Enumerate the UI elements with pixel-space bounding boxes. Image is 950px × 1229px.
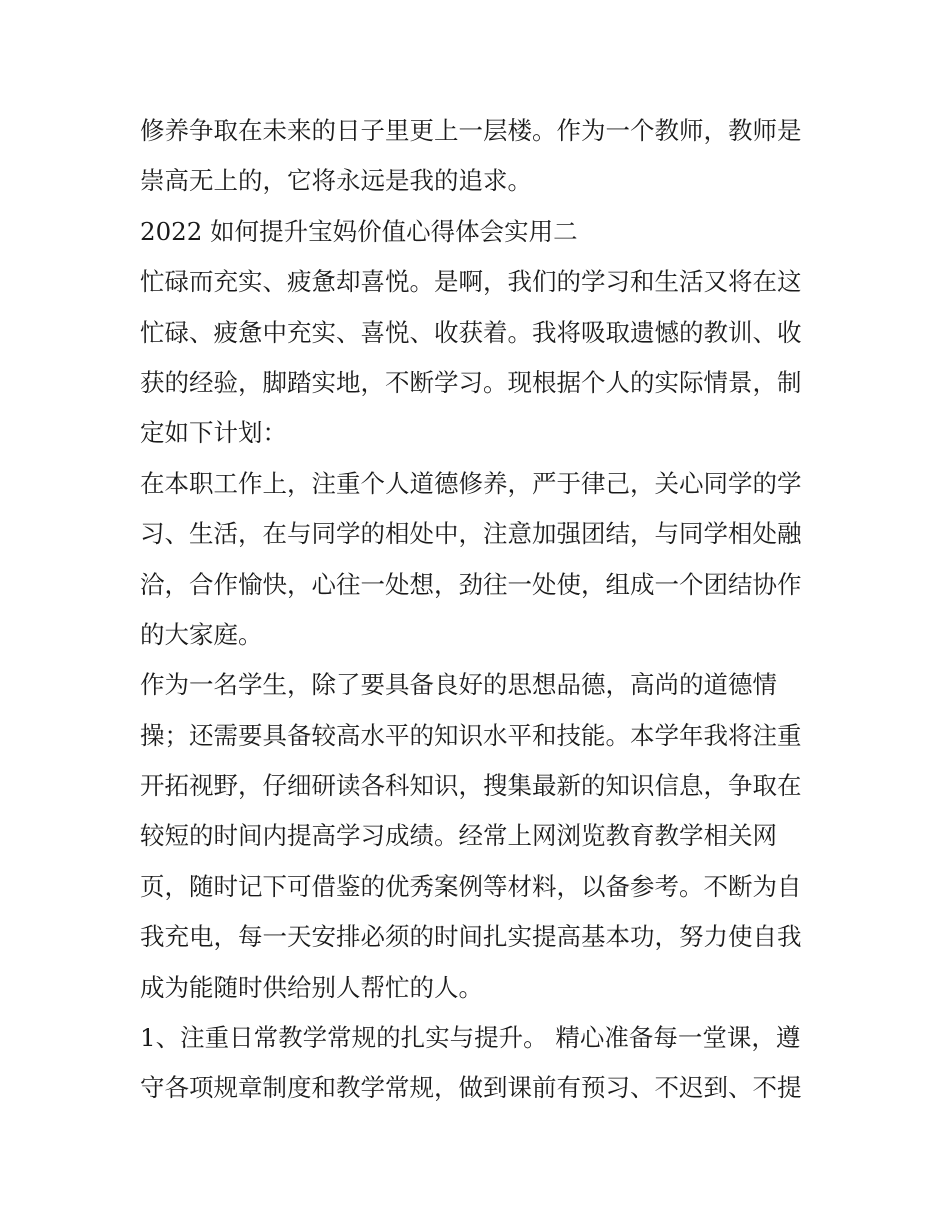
document-body: [140, 106, 812, 1114]
text-line: 较短的时间内提高学习成绩。经常上网浏览教育教学相关网: [140, 821, 777, 851]
text-line: 崇高无上的，它将永远是我的追求。: [140, 166, 532, 196]
text-line: 习、生活，在与同学的相处中，注意加强团结，与同学相处融: [140, 519, 802, 549]
text-line: 成为能随时供给别人帮忙的人。: [140, 972, 483, 1002]
text-line: 获的经验，脚踏实地，不断学习。现根据个人的实际情景，制: [140, 367, 802, 397]
text-line: 的大家庭。: [140, 619, 263, 649]
text-line: 我充电，每一天安排必须的时间扎实提高基本功，努力使自我: [140, 922, 802, 952]
text-line: 1、注重日常教学常规的扎实与提升。 精心准备每一堂课，遵: [140, 1023, 801, 1053]
text-line: 开拓视野，仔细研读各科知识，搜集最新的知识信息，争取在: [140, 771, 802, 801]
text-line: 定如下计划：: [140, 418, 287, 448]
text-line: 修养争取在未来的日子里更上一层楼。作为一个教师，教师是: [140, 116, 802, 145]
text-line: 在本职工作上，注重个人道德修养，严于律己，关心同学的学: [140, 468, 802, 498]
text-line: 页，随时记下可借鉴的优秀案例等材料，以备参考。不断为自: [140, 871, 802, 901]
text-line: 操；还需要具备较高水平的知识水平和技能。本学年我将注重: [140, 720, 802, 750]
text-line: 忙碌、疲惫中充实、喜悦、收获着。我将吸取遗憾的教训、收: [140, 317, 802, 347]
text-line: 守各项规章制度和教学常规，做到课前有预习、不迟到、不提: [140, 1073, 802, 1103]
text-line: 洽，合作愉快，心往一处想，劲往一处使，组成一个团结协作: [140, 569, 802, 599]
section-heading: 2022 如何提升宝妈价值心得体会实用二: [140, 216, 578, 246]
text-line: 忙碌而充实、疲惫却喜悦。是啊，我们的学习和生活又将在这: [140, 267, 802, 297]
text-line: 作为一名学生，除了要具备良好的思想品德，高尚的道德情: [140, 670, 777, 700]
